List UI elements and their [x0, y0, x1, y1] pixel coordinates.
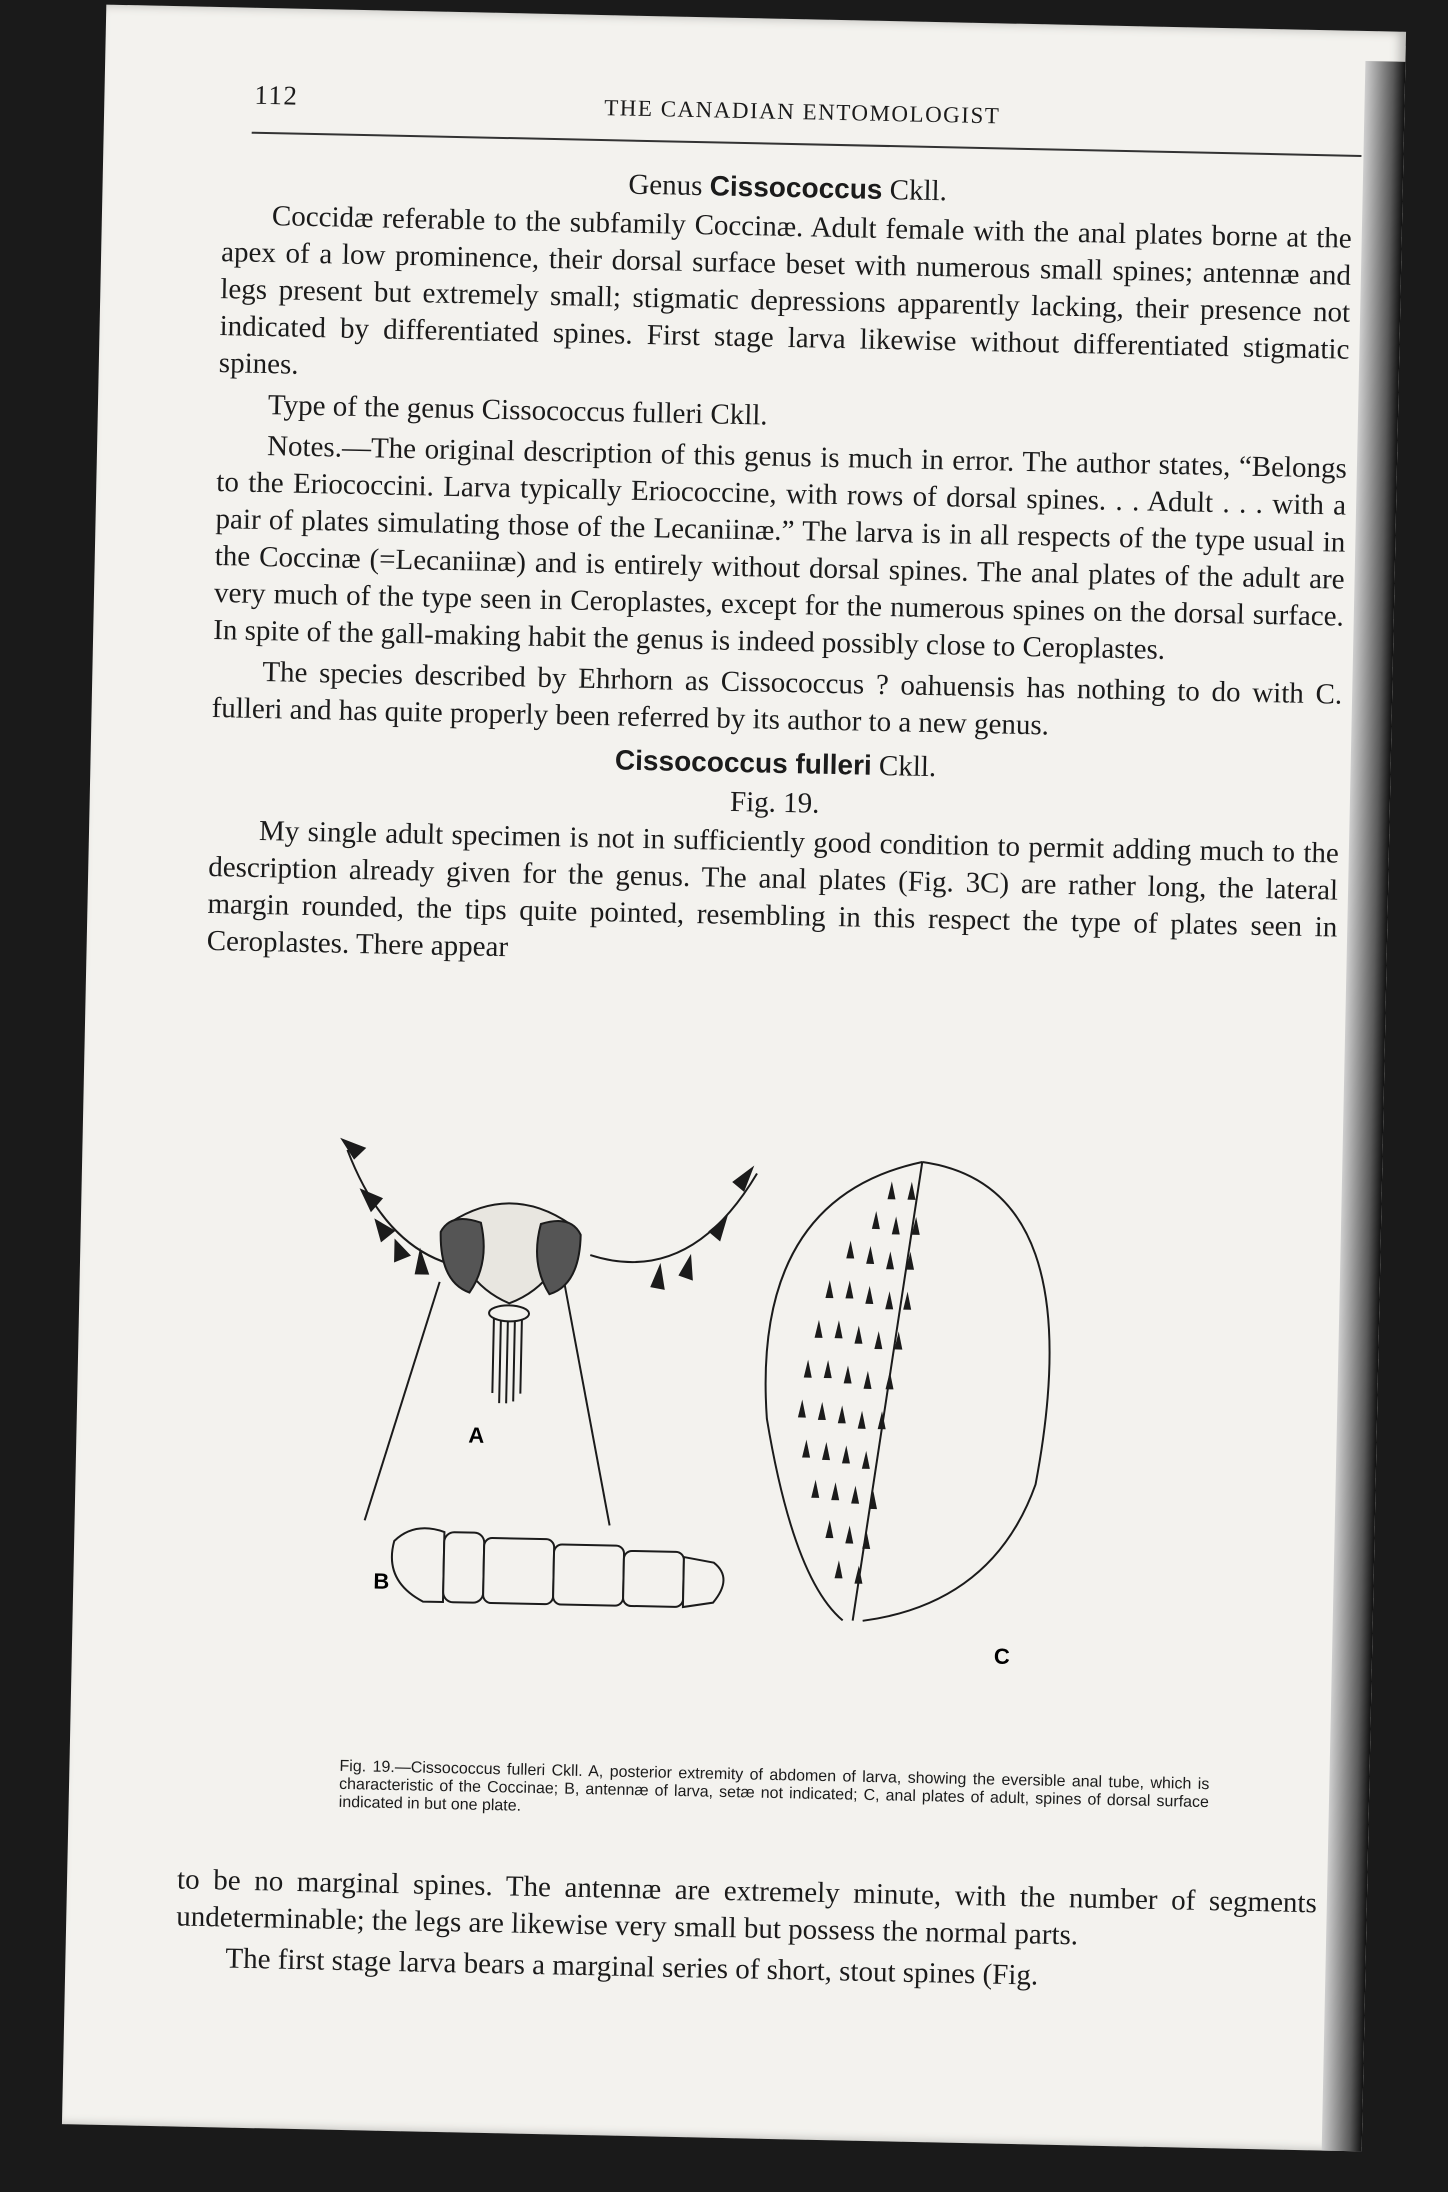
- dorsal-spines: [794, 1179, 920, 1584]
- paragraph-continuation: to be no marginal spines. The antennæ are extremely minute, with the number of segments undeterminable; the legs are likewise very small but possess the normal parts.: [175, 1863, 1318, 1952]
- genus-name: Cissococcus: [709, 170, 883, 205]
- book-page: [62, 5, 1406, 2152]
- figure-label-a: A: [468, 1422, 485, 1448]
- genus-prefix: Genus: [628, 168, 703, 203]
- figure-caption: Fig. 19.—Cissococcus fulleri Ckll. A, posterior extremity of abdomen of larva, showing the eversible anal tube, which is characteristic of the Coccinae; B, antennæ of larva, setæ not indicated; C, anal plates of adult, spines of dorsal surface indicated in but one plate.: [338, 1757, 1210, 1815]
- figure-part-b: [391, 1528, 724, 1608]
- species-author: Ckll.: [878, 749, 937, 784]
- species-name: Cissococcus fulleri: [614, 744, 873, 781]
- genus-author: Ckll.: [889, 174, 948, 208]
- figure-label-b: B: [373, 1568, 390, 1594]
- figure-reference: Fig. 19.: [729, 785, 820, 820]
- figure-label-c: C: [993, 1643, 1011, 1669]
- paragraph-larva: The first stage larva bears a marginal series of short, stout spines (Fig.: [225, 1942, 1039, 1992]
- body-text: [206, 157, 1353, 987]
- page-header: [254, 80, 1355, 143]
- paragraph-description: Coccidæ referable to the subfamily Coccinæ. Adult female with the anal plates borne at the apex of a low prominence, their dorsal surface beset with numerous small spines; antennæ and legs present but extremely small; stigmatic depressions apparently lacking, their presence not indicated by differentiated spines. First stage larva likewise without differentiated stigmatic spines.: [218, 200, 1353, 381]
- continuation-text: [175, 1862, 1317, 2005]
- journal-title: THE CANADIAN ENTOMOLOGIST: [604, 95, 1001, 129]
- page-number: 112: [254, 79, 299, 111]
- paragraph-species: My single adult specimen is not in sufficiently good condition to permit adding much to the description already given for the genus. The anal plates (Fig. 3C) are rather long, the lateral margin rounded, the tips quite pointed, resembling in this respect the type of plates seen in Ceroplastes. There appear: [206, 815, 1340, 964]
- figure-illustration: [320, 1110, 1233, 1769]
- paragraph-notes: Notes.—The original description of this genus is much in error. The author states, “Belongs to the Eriococcini. Larva typically Eriococcine, with rows of dorsal spines. . . Adult . . . with a pair of plates simulating those of the Lecaniinæ.” The larva is in all respects of the type usual in the Coccinæ (=Lecaniinæ) and is entirely without dorsal spines. The anal plates of the adult are very much of the type seen in Ceroplastes, except for the numerous spines on the dorsal surface. In spite of the gall-making habit the genus is indeed possibly close to Ceroplastes.: [212, 430, 1348, 666]
- paragraph-species-note: The species described by Ehrhorn as Cissococcus ? oahuensis has nothing to do with C. fulleri and has quite properly been referred by its author to a new genus.: [211, 656, 1343, 742]
- figure-part-c: [761, 1159, 1054, 1625]
- paragraph-type: Type of the genus Cissococcus fulleri Ckll.: [267, 389, 768, 432]
- figure-19: [320, 1110, 1233, 1769]
- figure-part-a: [335, 1140, 758, 1529]
